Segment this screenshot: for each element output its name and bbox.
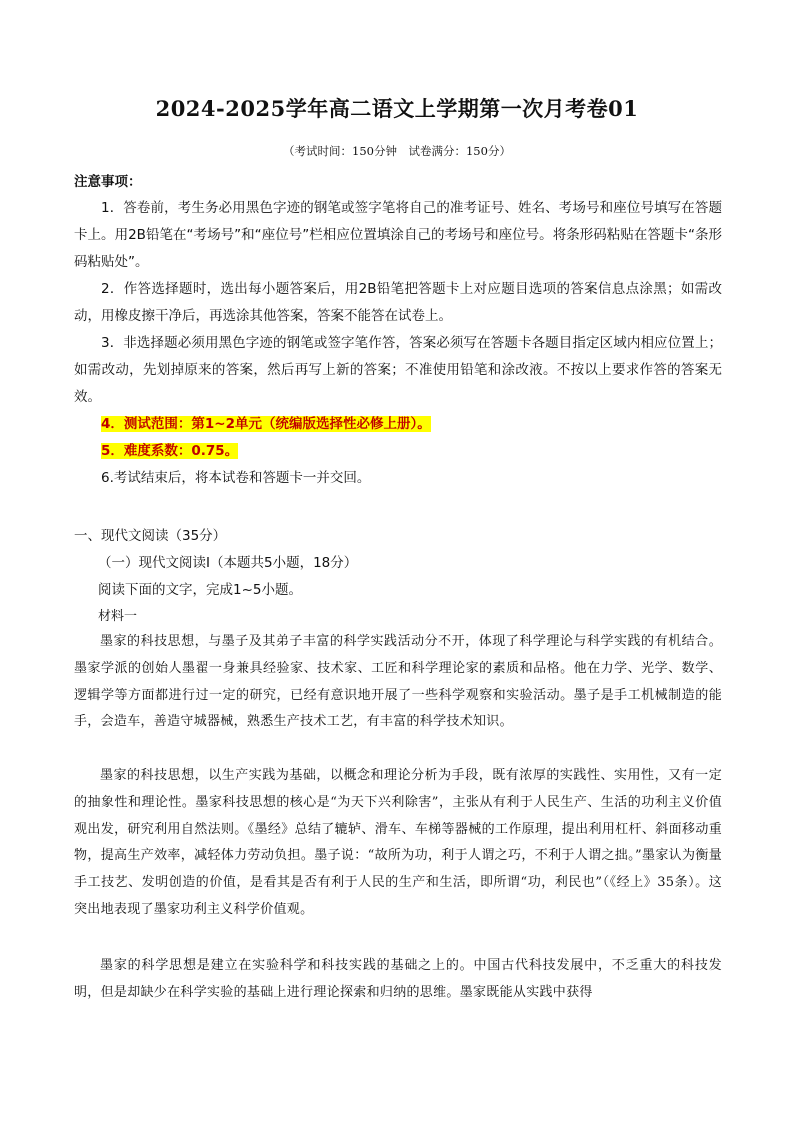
sub-section-heading: （一）现代文阅读Ⅰ（本题共5小题，18分） <box>98 555 358 571</box>
note-item-5 <box>74 438 722 465</box>
reading-instruction: 阅读下面的文字，完成1~5小题。 <box>98 582 302 598</box>
note-item-2: 2．作答选择题时，选出每小题答案后，用2B铅笔把答题卡上对应题目选项的答案信息点涂黑；如需改动，用橡皮擦干净后，再选涂其他答案，答案不能答在试卷上。 <box>74 281 722 324</box>
exam-time-info: （考试时间：150分钟 试卷满分：150分） <box>283 144 511 158</box>
section-heading: 一、现代文阅读（35分） <box>74 528 227 544</box>
notes-heading: 注意事项： <box>74 174 142 190</box>
note-item-3: 3．非选择题必须用黑色字迹的钢笔或签字笔作答，答案必须写在答题卡各题目指定区域内相应位置上；如需改动，先划掉原来的答案，然后再写上新的答案；不准使用铅笔和涂改液。不按以上要求作答的答案无效。 <box>74 335 722 405</box>
highlighted-scope: 4．测试范围：第1~2单元（统编版选择性必修上册）。 <box>101 416 431 432</box>
highlighted-difficulty: 5．难度系数：0.75。 <box>101 443 239 459</box>
material-label: 材料一 <box>98 609 138 624</box>
page-title: 2024-2025学年高二语文上学期第一次月考卷01 <box>155 96 639 121</box>
passage-paragraph-3 <box>74 953 722 1007</box>
passage-paragraph-2: 墨家的科技思想，以生产实践为基础，以概念和理论分析为手段，既有浓厚的实践性、实用性，又有一定的抽象性和理论性。墨家科技思想的核心是“为天下兴利除害”，主张从有利于人民生产、生活的功利主义价值观出发，研究利用自然法则。《墨经》总结了辘轳、滑车、车梯等器械的工作原理，提出利用杠杆、斜面移动重物，提高生产效率，减轻体力劳动负担。墨子说：“故所为功，利于人谓之巧，不利于人谓之拙。”墨家认为衡量手工技艺、发明创造的价值，是看其是否有利于人民的生产和生活，即所谓“功，利民也”（《经上》35条）。这突出地表现了墨家功利主义科学价值观。 <box>74 768 722 917</box>
note-item-6: 6.考试结束后，将本试卷和答题卡一并交回。 <box>101 470 371 486</box>
passage-paragraph-3-text: 墨家的科学思想是建立在实验科学和科技实践的基础之上的。中国古代科技发展中，不乏重大的科技发明，但是却缺少在科学实验的基础上进行理论探索和归纳的思维。墨家既能从实践中获得 <box>74 958 722 1000</box>
passage-paragraph-1: 墨家的科技思想，与墨子及其弟子丰富的科学实践活动分不开，体现了科学理论与科学实践的有机结合。墨家学派的创始人墨翟一身兼具经验家、技术家、工匠和科学理论家的素质和品格。他在力学、光学、数学、逻辑学等方面都进行过一定的研究，已经有意识地开展了一些科学观察和实验活动。墨子是手工机械制造的能手，会造车，善造守城器械，熟悉生产技术工艺，有丰富的科学技术知识。 <box>74 634 722 730</box>
note-item-1: 1．答卷前，考生务必用黑色字迹的钢笔或签字笔将自己的准考证号、姓名、考场号和座位号填写在答题卡上。用2B铅笔在“考场号”和“座位号”栏相应位置填涂自己的考场号和座位号。将条形码粘贴在答题卡“条形码粘贴处”。 <box>74 200 722 270</box>
note-item-4 <box>74 411 722 438</box>
